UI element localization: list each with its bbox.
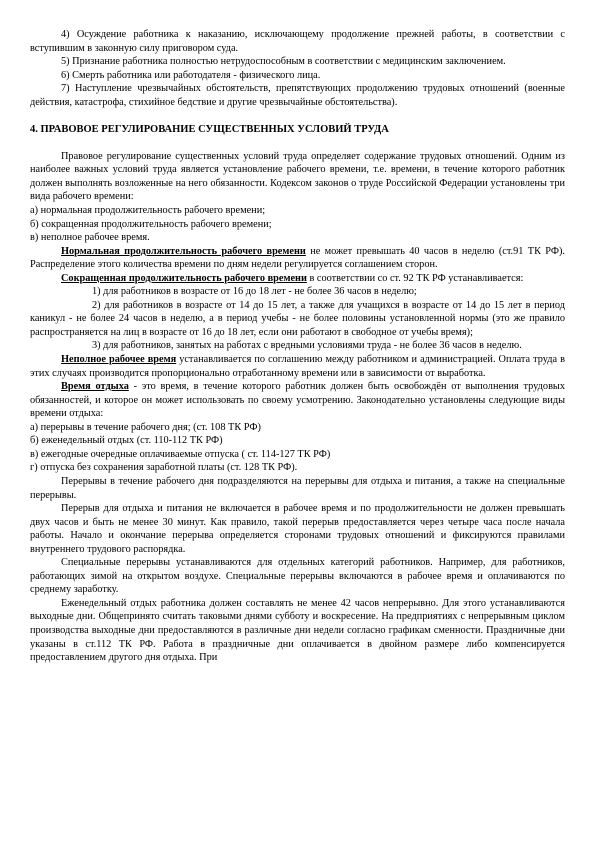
list-item: 1) для работников в возрасте от 16 до 18 лет - не более 36 часов в неделю; [92, 286, 417, 298]
paragraph-text: в соответствии со ст. 92 ТК РФ устанавливается: [306, 272, 524, 284]
list-item: в) неполное рабочее время. [30, 232, 150, 244]
term: Время отдыха [61, 381, 129, 393]
paragraph [30, 380, 565, 421]
term: Сокращенная продолжительность рабочего времени [61, 272, 307, 284]
list-item: а) нормальная продолжительность рабочего времени; [30, 205, 266, 217]
paragraph [30, 245, 565, 272]
list-item: г) отпуска без сохранения заработной платы (ст. 128 ТК РФ). [30, 462, 298, 474]
paragraph: Перерыв для отдыха и питания не включается в рабочее время и по продолжительности не должен превышать двух часов и быть не менее 30 минут. Как правило, такой перерыв предоставляется через четыре часа после начала работы. Начало и окончание перерыва определяется сторонами трудовых отношений и фиксируются правилами внутреннего трудового распорядка. [30, 503, 565, 555]
term: Нормальная продолжительность рабочего времени [61, 245, 306, 257]
list-item: в) ежегодные очередные оплачиваемые отпуска ( ст. 114-127 ТК РФ) [30, 448, 331, 460]
list-item: 6) Смерть работника или работодателя - физического лица. [61, 69, 321, 81]
paragraph: Еженедельный отдых работника должен составлять не менее 42 часов непрерывно. Для этого устанавливаются выходные дни. Общепринято считать таковыми днями субботу и воскресение. На предприятиях с непрерывным циклом производства выходные дни предоставляются в различные дни недели согласно графикам сменности. Праздничные дни указаны в ст.112 ТК РФ. Работа в праздничные дни оплачивается в двойном размере либо компенсируется предоставлением другого дня отдыха. При [30, 597, 565, 664]
list-item: а) перерывы в течение рабочего дня; (ст. 108 ТК РФ) [30, 421, 261, 433]
paragraph-text: устанавливается по соглашению между работником и администрацией. Оплата труда в этих случаях производится пропорционально отработанному времени или в зависимости от выработка. [30, 354, 565, 379]
paragraph [30, 353, 565, 380]
paragraph [30, 272, 565, 286]
paragraph: Перерывы в течение рабочего дня подразделяются на перерывы для отдыха и питания, а также на специальные перерывы. [30, 475, 565, 501]
list-item: 2) для работников в возрасте от 14 до 15 лет, а также для учащихся в возрасте от 14 до 15 лет в период каникул - не более 24 часов в неделю, а в период учебы - не более половины установленной нормы (это же правило распространяется на лиц в возрасте от 16 до 18 лет, если они работают в свободное от учебы время); [30, 299, 565, 338]
term: Неполное рабочее время [61, 354, 177, 366]
list-item: б) еженедельный отдых (ст. 110-112 ТК РФ) [30, 435, 223, 447]
paragraph: Правовое регулирование существенных условий труда определяет содержание трудовых отношений. Одним из наиболее важных условий труда является установление рабочего времени, т.е. времени, в течение которого работник должен выполнять возложенные на него обязанности. Кодексом законов о труде Российской Федерации установлены три вида рабочего времени: [30, 150, 565, 203]
list-item: 3) для работников, занятых на работах с вредными условиями труда - не более 36 часов в неделю. [92, 340, 522, 352]
paragraph: Специальные перерывы устанавливаются для отдельных категорий работников. Например, для работников, работающих зимой на открытом воздухе. Специальные перерывы включаются в рабочее время и оплачиваются по среднему заработку. [30, 557, 565, 596]
section-heading: 4. ПРАВОВОЕ РЕГУЛИРОВАНИЕ СУЩЕСТВЕННЫХ УСЛОВИЙ ТРУДА [30, 124, 389, 136]
list-item: 4) Осуждение работника к наказанию, исключающему продолжение прежней работы, в соответствии с вступившим в законную силу приговором суда. [30, 29, 565, 54]
list-item: 7) Наступление чрезвычайных обстоятельств, препятствующих продолжению трудовых отношений (военные действия, катастрофа, стихийное бедствие и другие чрезвычайные обстоятельства). [30, 83, 565, 108]
paragraph-text: - это время, в течение которого работник должен быть освобождён от выполнения трудовых обязанностей, и которое он может использовать по своему усмотрению. Законодательно установлены следующие виды времени отдыха: [30, 381, 565, 420]
paragraph-text: не может превышать 40 часов в неделю (ст.91 ТК РФ). Распределение этого количества времени по дням недели регулируется соглашением сторон. [30, 245, 565, 271]
list-item: 5) Признание работника полностью нетрудоспособным в соответствии с медицинским заключением. [61, 56, 506, 68]
list-item: б) сокращенная продолжительность рабочего времени; [30, 218, 272, 230]
